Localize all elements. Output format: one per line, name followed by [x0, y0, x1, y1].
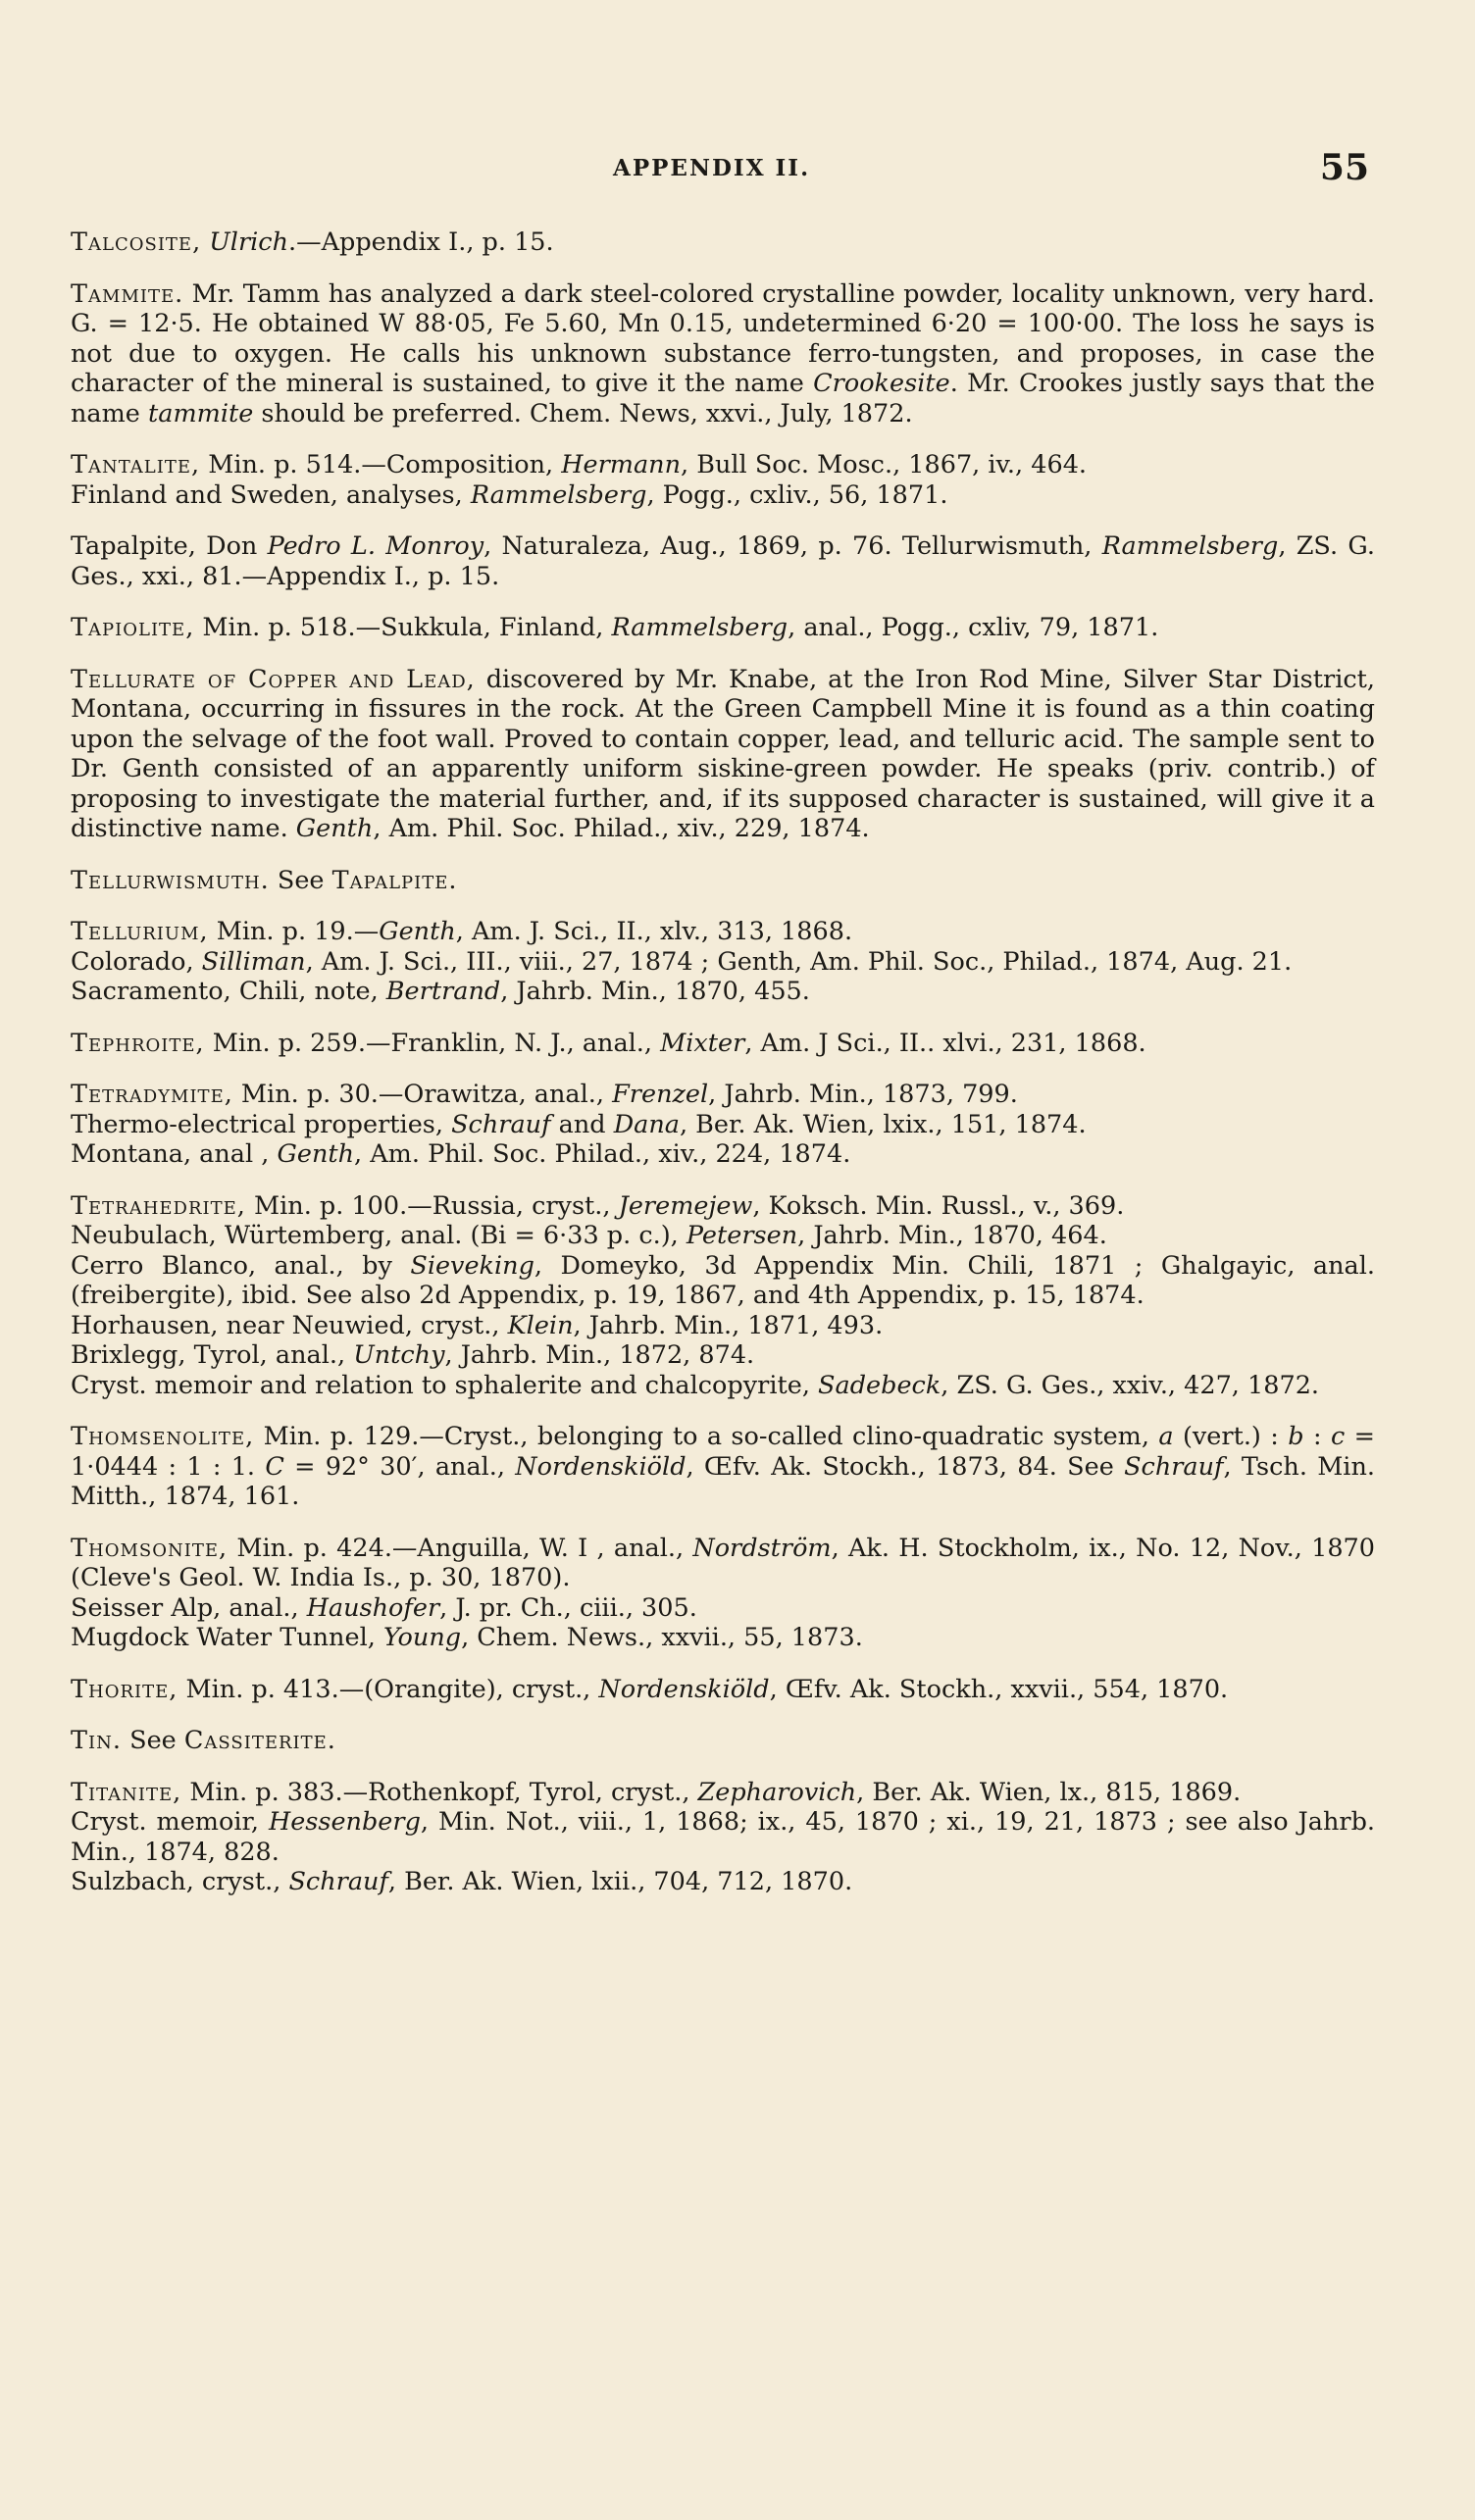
citation-name: Rammelsberg: [470, 479, 647, 510]
entry-line: [71, 450, 1375, 480]
entry-line: [71, 613, 1375, 643]
entry: [71, 450, 1375, 510]
entry-text: , ZS. G. Ges., xxiv., 427, 1872.: [941, 1370, 1320, 1400]
entry-line: [71, 1422, 1375, 1512]
citation-name: Young: [382, 1623, 462, 1652]
citation-name: Haushofer: [306, 1592, 440, 1623]
entry-text: , Tsch. Min. Mitth., 1874, 161.: [71, 1451, 1375, 1511]
citation-name: Nordström: [692, 1533, 832, 1563]
entry-text: , Am. Phil. Soc. Philad., xiv., 224, 1874.: [354, 1139, 851, 1169]
entry-text: Min. p. 129.—Cryst., belonging to a so-called clino-quadratic system,: [263, 1422, 1159, 1451]
citation-name: Sieveking: [410, 1250, 534, 1281]
entry-text: , Ber. Ak. Wien, lxix., 151, 1874.: [679, 1109, 1087, 1139]
entry-text: See: [277, 865, 332, 895]
entry-text: Thermo-electrical properties,: [71, 1109, 452, 1139]
entry-text: , Œfv. Ak. Stockh., xxvii., 554, 1870.: [769, 1674, 1229, 1704]
entries-list: [71, 227, 1375, 1919]
entry-text: Tapalpite, Don: [71, 531, 268, 561]
entry-subline: [71, 1110, 1375, 1140]
citation-name: Sadebeck: [818, 1370, 941, 1400]
citation-name: Nordenskiöld: [598, 1674, 770, 1704]
entry-text: , Domeyko, 3d Appendix Min. Chili, 1871 ; Ghalgayic, anal. (freibergite), ibid. See also 2d Appendix, p. 19, 1867, and 4th Appendix, p. 15, 1874.: [71, 1250, 1375, 1310]
entry-text: Cryst. memoir and relation to sphalerite and chalcopyrite,: [71, 1370, 819, 1400]
entry-text: Min. p. 424.—Anguilla, W. I , anal.,: [236, 1533, 693, 1563]
entry-line: [71, 665, 1375, 844]
citation-name: Petersen: [686, 1221, 798, 1250]
entry-line: [71, 1534, 1375, 1593]
entry: [71, 279, 1375, 429]
entry-line: [71, 917, 1375, 947]
citation-name: Dana: [613, 1109, 680, 1139]
entry-text: See: [129, 1726, 184, 1755]
entry-text: , Jahrb. Min., 1871, 493.: [573, 1310, 884, 1340]
entry: [71, 1778, 1375, 1897]
entry-text: , Am. J Sci., II.. xlvi., 231, 1868.: [744, 1028, 1146, 1058]
entry-text: , Œfv. Ak. Stockh., 1873, 84. See: [686, 1451, 1125, 1482]
entry-text: , Ak. H. Stockholm, ix., No. 12, Nov., 1870 (Cleve's Geol. W. India Is., p. 30, 1870).: [71, 1533, 1375, 1592]
citation-name: b: [1288, 1422, 1304, 1451]
entry-subline: [71, 1623, 1375, 1653]
entry-subline: [71, 1311, 1375, 1341]
entry-text: , Jahrb. Min., 1870, 455.: [500, 977, 810, 1006]
citation-name: a: [1158, 1422, 1174, 1451]
entry: [71, 1726, 1375, 1756]
entry-title: Tammite.: [71, 278, 184, 309]
running-head: APPENDIX II.: [613, 155, 811, 181]
entry-text: , Koksch. Min. Russl., v., 369.: [752, 1190, 1125, 1221]
entry-text: , Ber. Ak. Wien, lxii., 704, 712, 1870.: [387, 1867, 853, 1896]
entry-subline: [71, 1251, 1375, 1311]
citation-name: Pedro L. Monroy: [267, 531, 484, 561]
cross-reference: Cassiterite: [183, 1726, 328, 1755]
entry-line: [71, 1726, 1375, 1756]
entry: [71, 1029, 1375, 1059]
entry-text: , Am. Phil. Soc. Philad., xiv., 229, 1874.: [373, 814, 870, 843]
entry-text: , Naturaleza, Aug., 1869, p. 76. Tellurwismuth,: [483, 531, 1102, 561]
citation-name: Zepharovich: [697, 1777, 857, 1807]
citation-name: Klein: [507, 1310, 574, 1340]
entry-text: Min. p. 514.—Composition,: [208, 450, 562, 479]
entry-text: Seisser Alp, anal.,: [71, 1592, 307, 1623]
citation-name: Nordenskiöld: [515, 1451, 687, 1482]
entry: [71, 1675, 1375, 1705]
entry-text: Min. p. 100.—Russia, cryst.,: [254, 1190, 619, 1221]
citation-name: Mixter: [660, 1028, 745, 1058]
citation-name: tammite: [148, 398, 254, 428]
citation-name: Crookesite: [813, 369, 950, 398]
entry-text: Sulzbach, cryst.,: [71, 1867, 289, 1896]
entry-text: :: [1303, 1422, 1331, 1451]
entry-line: [71, 1080, 1375, 1110]
citation-name: Rammelsberg: [1101, 531, 1279, 561]
entry-text: Cryst. memoir,: [71, 1807, 269, 1837]
entry-text: , Pogg., cxliv., 56, 1871.: [646, 479, 948, 510]
entry-text: , Min. Not., viii., 1, 1868; ix., 45, 1870 ; xi., 19, 21, 1873 ; see also Jahrb. Min., 1874, 828.: [71, 1807, 1375, 1867]
entry-title: Tephroite,: [71, 1028, 205, 1058]
entry-line: [71, 279, 1375, 429]
citation-name: Untchy: [353, 1340, 445, 1370]
citation-name: Rammelsberg: [611, 613, 788, 642]
entry-text: , anal., Pogg., cxliv, 79, 1871.: [788, 613, 1159, 642]
entry-title: Thomsenolite,: [71, 1422, 255, 1451]
entry-line: [71, 1778, 1375, 1808]
entry-title: Titanite,: [71, 1777, 182, 1807]
entry-subline: [71, 1807, 1375, 1867]
entry-title: Thorite,: [71, 1674, 178, 1704]
entry-text: Min. p. 383.—Rothenkopf, Tyrol, cryst.,: [189, 1777, 698, 1807]
entry-subline: [71, 1371, 1375, 1401]
entry-subline: [71, 1139, 1375, 1170]
citation-name: c: [1330, 1422, 1346, 1451]
entry: [71, 866, 1375, 896]
citation-name: Genth: [379, 917, 456, 946]
entry-text: Neubulach, Würtemberg, anal. (Bi = 6·33 p. c.),: [71, 1221, 687, 1250]
entry-subline: [71, 1867, 1375, 1897]
citation-name: Ulrich: [209, 227, 288, 257]
entry-text: Finland and Sweden, analyses,: [71, 479, 471, 510]
entry-text: should be preferred. Chem. News, xxvi., July, 1872.: [253, 398, 913, 428]
citation-name: Hessenberg: [268, 1807, 421, 1837]
entry-text: , Ber. Ak. Wien, lx., 815, 1869.: [856, 1777, 1242, 1807]
entry-text: .: [327, 1726, 335, 1755]
entry-text: and: [550, 1109, 614, 1139]
entry-text: Brixlegg, Tyrol, anal.,: [71, 1340, 354, 1370]
entry-subline: [71, 947, 1375, 978]
entry-title: Tin.: [71, 1726, 122, 1755]
entry-subline: [71, 1593, 1375, 1624]
entry-title: Tantalite,: [71, 450, 201, 479]
citation-name: Frenzel: [612, 1080, 709, 1109]
entry: [71, 227, 1375, 258]
entry-text: , Am. J. Sci., III., viii., 27, 1874 ; Genth, Am. Phil. Soc., Philad., 1874, Aug. 21.: [305, 946, 1293, 977]
cross-reference: Tapalpite: [331, 865, 449, 895]
entry-text: Min. p. 518.—Sukkula, Finland,: [202, 613, 612, 642]
entry-text: = 92° 30′, anal.,: [283, 1451, 516, 1482]
citation-name: Schrauf: [1124, 1451, 1224, 1482]
entry: [71, 1422, 1375, 1512]
entry-text: , Jahrb. Min., 1870, 464.: [797, 1221, 1107, 1250]
entry-text: Colorado,: [71, 946, 202, 977]
entry: [71, 613, 1375, 643]
entry-title: Talcosite,: [71, 227, 202, 257]
entry-title: Tellurium,: [71, 917, 209, 946]
entry-text: Montana, anal ,: [71, 1139, 278, 1169]
entry-text: discovered by Mr. Knabe, at the Iron Rod Mine, Silver Star District, Montana, occurring in fissures in the rock. At the Green Campbell Mine it is found as a thin coating upon the selvage of the foot wall. Proved to contain copper, lead, and telluric acid. The sample sent to Dr. Genth consisted of an apparently uniform siskine-green powder. He speaks (priv. contrib.) of proposing to investigate the material further, and, if its supposed character is sustained, will give it a distinctive name.: [71, 664, 1375, 843]
entry-text: Min. p. 19.—: [216, 917, 380, 946]
citation-name: Schrauf: [451, 1109, 551, 1139]
entry-text: , Am. J. Sci., II., xlv., 313, 1868.: [455, 917, 853, 946]
entry-text: = 1·0444 : 1 : 1.: [71, 1422, 1375, 1482]
entry-line: [71, 1029, 1375, 1059]
entry-text: , J. pr. Ch., ciii., 305.: [439, 1592, 697, 1623]
entry: [71, 1191, 1375, 1401]
entry-text: , Bull Soc. Mosc., 1867, iv., 464.: [681, 450, 1088, 479]
entry-text: Horhausen, near Neuwied, cryst.,: [71, 1310, 508, 1340]
entry-text: , Jahrb. Min., 1873, 799.: [708, 1080, 1018, 1109]
entry-text: Sacramento, Chili, note,: [71, 977, 386, 1006]
citation-name: C: [265, 1451, 284, 1482]
entry-text: Mr. Tamm has analyzed a dark steel-colored crystalline powder, locality unknown, very hard. G. = 12·5. He obtained W 88·05, Fe 5.60, Mn 0.15, undetermined 6·20 = 100·00. The loss he says is not due to oxygen. He calls his unknown substance ferro-tungsten, and proposes, in case the character of the mineral is sustained, to give it the name: [71, 278, 1375, 398]
entry: [71, 917, 1375, 1007]
entry-title: Tellurate of Copper and Lead,: [71, 664, 476, 694]
entry-title: Tellurwismuth.: [71, 865, 270, 895]
entry-text: Min. p. 30.—Orawitza, anal.,: [240, 1080, 613, 1109]
entry-text: Min. p. 413.—(Orangite), cryst.,: [185, 1674, 599, 1704]
entry-text: (vert.) :: [1173, 1422, 1289, 1451]
entry-text: , Jahrb. Min., 1872, 874.: [444, 1340, 755, 1370]
entry-text: . Mr. Crookes justly says that the name: [71, 369, 1375, 428]
citation-name: Silliman: [201, 946, 306, 977]
entry: [71, 531, 1375, 591]
entry-text: Mugdock Water Tunnel,: [71, 1623, 383, 1652]
entry-line: [71, 227, 1375, 258]
entry-text: , Chem. News., xxvii., 55, 1873.: [461, 1623, 863, 1652]
entry-line: [71, 531, 1375, 591]
citation-name: Genth: [277, 1139, 355, 1169]
entry-text: Cerro Blanco, anal., by: [71, 1250, 411, 1281]
citation-name: Genth: [295, 814, 374, 843]
citation-name: Hermann: [561, 450, 682, 479]
entry-line: [71, 1191, 1375, 1222]
entry: [71, 1534, 1375, 1653]
entry-text: , ZS. G. Ges., xxi., 81.—Appendix I., p. 15.: [71, 531, 1375, 591]
entry-title: Tapiolite,: [71, 613, 195, 642]
entry-line: [71, 866, 1375, 896]
entry-title: Tetradymite,: [71, 1080, 233, 1109]
citation-name: Bertrand: [385, 977, 501, 1006]
citation-name: Schrauf: [288, 1867, 388, 1896]
entry-title: Thomsonite,: [71, 1533, 229, 1563]
entry-subline: [71, 480, 1375, 511]
entry-text: .—Appendix I., p. 15.: [288, 227, 554, 257]
entry-subline: [71, 1340, 1375, 1371]
entry-text: .: [448, 865, 457, 895]
citation-name: Jeremejew: [618, 1190, 753, 1221]
page-header: [0, 147, 1475, 196]
entry: [71, 665, 1375, 844]
entry: [71, 1080, 1375, 1170]
entry-subline: [71, 1221, 1375, 1251]
entry-line: [71, 1675, 1375, 1705]
page-number: 55: [1319, 147, 1369, 188]
entry-subline: [71, 977, 1375, 1007]
entry-text: Min. p. 259.—Franklin, N. J., anal.,: [212, 1028, 661, 1058]
entry-title: Tetrahedrite,: [71, 1190, 246, 1221]
